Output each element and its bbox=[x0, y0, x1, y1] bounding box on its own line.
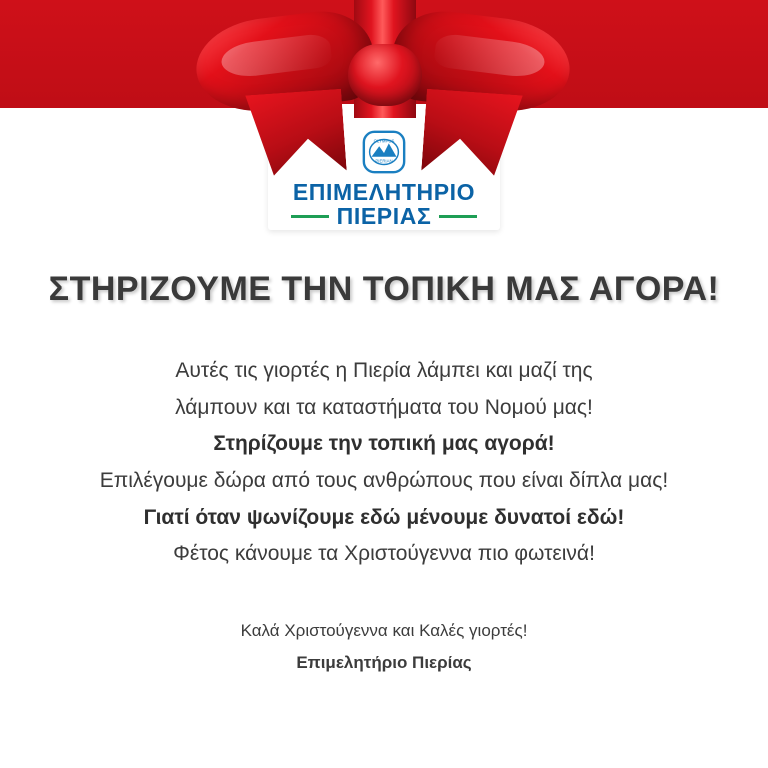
logo-line-1: ΕΠΙΜΕΛΗΤΗΡΙΟ bbox=[292, 179, 476, 205]
bow-knot bbox=[348, 44, 422, 106]
body-line: Γιατί όταν ψωνίζουμε εδώ μένουμε δυνατοί εδώ! bbox=[143, 505, 625, 529]
footer-line: Επιμελητήριο Πιερίας bbox=[296, 652, 472, 672]
logo-rule-right bbox=[439, 215, 477, 218]
footer-line: Καλά Χριστούγεννα και Καλές γιορτές! bbox=[240, 621, 528, 640]
logo-line-2: ΠΙΕΡΙΑΣ bbox=[336, 203, 432, 230]
headline: ΣΤΗΡΙΖΟΥΜΕ ΤΗΝ ΤΟΠΙΚΗ ΜΑΣ ΑΓΟΡΑ! bbox=[48, 270, 720, 308]
svg-text:PIERIAN: PIERIAN bbox=[375, 158, 393, 164]
olympus-pierian-emblem-icon bbox=[360, 128, 408, 176]
body-line: Αυτές τις γιορτές η Πιερία λάμπει και μαζί της bbox=[175, 359, 593, 382]
logo-line-2-row bbox=[268, 204, 500, 228]
body-line: Στηρίζουμε την τοπική μας αγορά! bbox=[213, 432, 555, 456]
logo-rule-left bbox=[291, 215, 329, 218]
footer bbox=[0, 618, 768, 681]
body-line: Επιλέγουμε δώρα από τους ανθρώπους που είναι δίπλα μας! bbox=[99, 468, 669, 492]
svg-text:OLYMPUS: OLYMPUS bbox=[373, 138, 395, 144]
body-copy bbox=[0, 356, 768, 576]
body-line: Φέτος κάνουμε τα Χριστούγεννα πιο φωτεινά! bbox=[173, 542, 595, 566]
chamber-logo bbox=[268, 128, 500, 228]
body-line: λάμπουν και τα καταστήματα του Νομού μας! bbox=[175, 395, 593, 419]
